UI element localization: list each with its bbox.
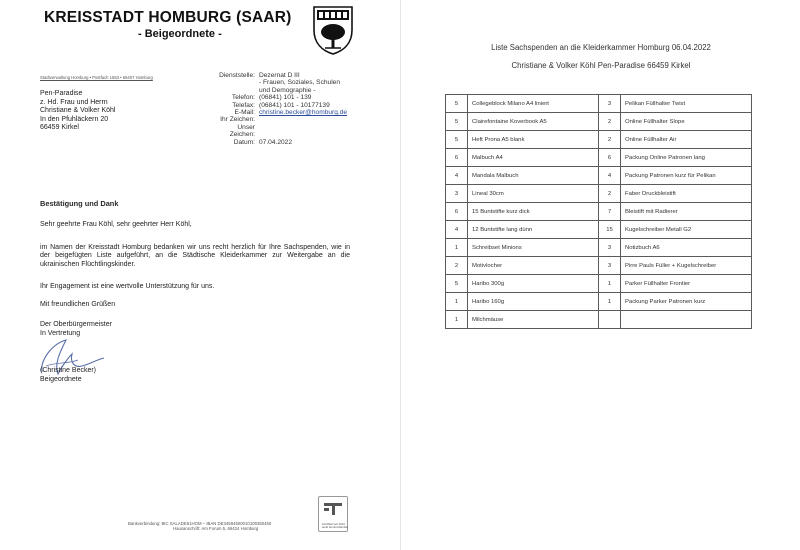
meta-label: Ihr Zeichen:: [220, 116, 255, 124]
recipient-address: [40, 90, 115, 133]
meta-label: Unser Zeichen:: [229, 123, 255, 139]
quantity-cell: 5: [446, 275, 468, 293]
item-cell: Malbuch A4: [468, 149, 599, 167]
recipient-line: Pen-Paradise: [40, 90, 83, 97]
meta-label: Datum:: [233, 138, 255, 146]
item-cell: Schreibset Minions: [468, 239, 599, 257]
quantity-cell: 15: [599, 221, 621, 239]
item-cell: 12 Buntstifte lang dünn: [468, 221, 599, 239]
table-row: [446, 203, 752, 221]
email-link[interactable]: christine.becker@homburg.de: [259, 109, 348, 117]
quantity-cell: 4: [446, 221, 468, 239]
quantity-cell: 4: [446, 167, 468, 185]
recipient-line: 66459 Kirkel: [40, 124, 79, 131]
quantity-cell: 6: [446, 203, 468, 221]
meta-row: [218, 116, 347, 123]
city-crest-icon: [311, 4, 355, 56]
table-row: [446, 311, 752, 329]
quantity-cell: 1: [446, 293, 468, 311]
body-paragraph: im Namen der Kreisstadt Homburg bedanken wir uns recht herzlich für Ihre Sachspenden, wie in der beigefügten Liste aufgeführt, an die Städtische Kleiderkammer zur Weitergabe an die ukrainischen Flüchtlingskinder.: [40, 244, 350, 268]
item-cell: Collegeblock Milano A4 liniert: [468, 95, 599, 113]
quantity-cell: 2: [599, 185, 621, 203]
recipient-line: Christiane & Volker Köhl: [40, 107, 116, 114]
quantity-cell: 6: [599, 149, 621, 167]
footer-bank-details: [128, 521, 271, 531]
item-cell: [621, 311, 752, 329]
meta-label: Telefon:: [231, 94, 255, 102]
table-row: [446, 221, 752, 239]
cert-line: Zertifikat seit 2004: [322, 522, 345, 526]
footer-line: Hausanschrift: Am Forum 5, 66424 Homburg: [173, 526, 259, 532]
quantity-cell: 1: [446, 311, 468, 329]
item-cell: Parker Füllhalter Frontier: [621, 275, 752, 293]
item-cell: Haribo 300g: [468, 275, 599, 293]
meta-value: (06841) 101 - 139: [259, 94, 312, 102]
salutation: Sehr geehrte Frau Köhl, sehr geehrter Herr Köhl,: [40, 221, 192, 228]
meta-row: [218, 72, 347, 79]
quantity-cell: [599, 311, 621, 329]
certificate-text: [322, 523, 348, 530]
meta-value: [259, 116, 347, 123]
table-row: [446, 293, 752, 311]
meta-row: [218, 102, 347, 109]
table-row: [446, 275, 752, 293]
item-cell: 15 Buntstifte kurz dick: [468, 203, 599, 221]
item-cell: Pirre Pauls Füller + Kugelschreiber: [621, 257, 752, 275]
recipient-line: In den Pfuhläckern 20: [40, 115, 109, 123]
signer-name: (Christine Becker): [40, 367, 97, 374]
item-cell: Pelikan Füllhalter Twist: [621, 95, 752, 113]
cert-line: audit berufundfamilie: [322, 525, 348, 530]
quantity-cell: 1: [599, 293, 621, 311]
item-cell: Packung Parker Patronen kurz: [621, 293, 752, 311]
quantity-cell: 2: [599, 131, 621, 149]
item-cell: Kugelschreiber Metall G2: [621, 221, 752, 239]
item-cell: Motivlocher: [468, 257, 599, 275]
table-row: [446, 167, 752, 185]
signer-role: In Vertretung: [40, 330, 81, 337]
quantity-cell: 2: [599, 113, 621, 131]
item-cell: Haribo 160g: [468, 293, 599, 311]
audit-logo-icon: [319, 497, 347, 519]
table-row: [446, 95, 752, 113]
item-cell: Faber Druckbleistift: [621, 185, 752, 203]
meta-row: [218, 109, 347, 116]
item-cell: Packung Patronen kurz für Pelikan: [621, 167, 752, 185]
item-cell: Packung Online Patronen lang: [621, 149, 752, 167]
meta-value: 07.04.2022: [259, 138, 293, 146]
meta-row: [218, 87, 347, 94]
table-row: [446, 239, 752, 257]
meta-label: [218, 79, 259, 86]
meta-value: (06841) 101 - 10177139: [259, 101, 330, 109]
quantity-cell: 5: [446, 131, 468, 149]
list-title: Liste Sachspenden an die Kleiderkammer Homburg 06.04.2022: [491, 43, 711, 52]
body-paragraph: Ihr Engagement ist eine wertvolle Unterstützung für uns.: [40, 283, 215, 290]
meta-value: und Demographie -: [259, 86, 316, 94]
quantity-cell: 7: [599, 203, 621, 221]
quantity-cell: 3: [599, 95, 621, 113]
meta-label: E-Mail:: [234, 109, 255, 117]
signer-title: Der Oberbürgermeister: [40, 321, 112, 328]
table-row: [446, 257, 752, 275]
footer-line: Bankverbindung: BIC SALADE51HOM – IBAN DE34594500010100350450: [128, 521, 272, 526]
meta-row: [218, 139, 347, 146]
meta-row: [218, 124, 347, 139]
meta-label: Telefax:: [232, 101, 255, 109]
table-row: [446, 149, 752, 167]
letter-meta-block: [218, 72, 347, 146]
recipient-line: z. Hd. Frau und Herrn: [40, 98, 108, 106]
quantity-cell: 3: [599, 257, 621, 275]
meta-label: Dienststelle:: [219, 72, 255, 79]
meta-value: Dezernat D III: [259, 72, 300, 79]
meta-row: [218, 94, 347, 101]
item-cell: Lineal 30cm: [468, 185, 599, 203]
closing: Mit freundlichen Grüßen: [40, 301, 116, 308]
item-cell: Heft Prona A5 blank: [468, 131, 599, 149]
quantity-cell: 5: [446, 113, 468, 131]
letterhead-subtitle: - Beigeordnete -: [138, 28, 222, 40]
meta-label: [218, 87, 259, 94]
item-cell: Mandala Malbuch: [468, 167, 599, 185]
item-cell: Milchmäuse: [468, 311, 599, 329]
meta-row: [218, 79, 347, 86]
donation-table: [445, 94, 752, 329]
sender-line: Stadtverwaltung Homburg • Postfach 1653 • 66407 Homburg: [40, 75, 153, 80]
donation-list-page: [400, 0, 800, 550]
quantity-cell: 6: [446, 149, 468, 167]
quantity-cell: 1: [446, 239, 468, 257]
quantity-cell: 3: [599, 239, 621, 257]
table-row: [446, 185, 752, 203]
list-subtitle: Christiane & Volker Köhl Pen-Paradise 66459 Kirkel: [511, 61, 691, 70]
quantity-cell: 4: [599, 167, 621, 185]
signer-position: Beigeordnete: [40, 376, 82, 383]
quantity-cell: 3: [446, 185, 468, 203]
letterhead-title: KREISSTADT HOMBURG (SAAR): [44, 9, 292, 26]
item-cell: Online Füllhalter Slope: [621, 113, 752, 131]
table-row: [446, 113, 752, 131]
quantity-cell: 2: [446, 257, 468, 275]
letter-subject: Bestätigung und Dank: [40, 199, 119, 208]
quantity-cell: 5: [446, 95, 468, 113]
quantity-cell: 1: [599, 275, 621, 293]
meta-value: - Frauen, Soziales, Schulen: [259, 79, 340, 87]
table-row: [446, 131, 752, 149]
meta-value: [259, 124, 347, 139]
item-cell: Bleistift mit Radierer: [621, 203, 752, 221]
item-cell: Online Füllhalter Air: [621, 131, 752, 149]
item-cell: Notizbuch A6: [621, 239, 752, 257]
item-cell: Clairefontaine Koverbook A5: [468, 113, 599, 131]
